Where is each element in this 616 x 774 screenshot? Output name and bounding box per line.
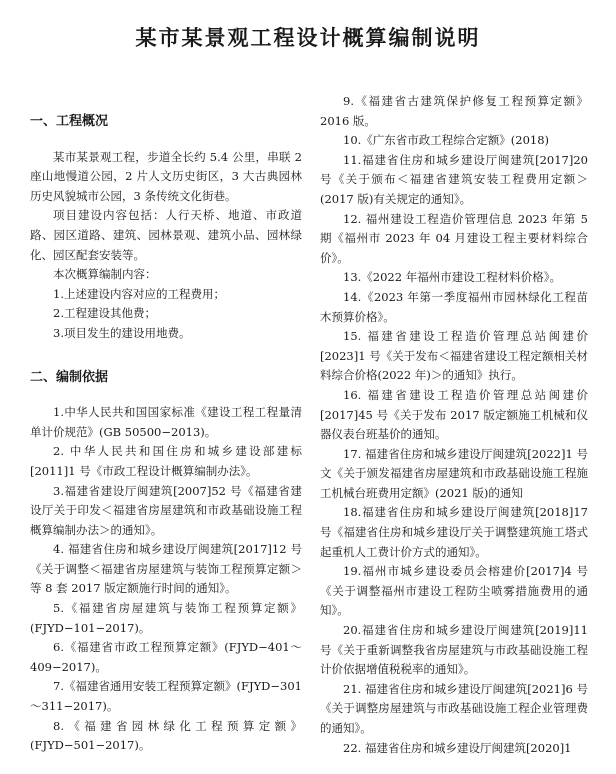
paragraph: 本次概算编制内容： — [53, 267, 157, 282]
list-item: 2.工程建设其他费； — [53, 306, 156, 321]
section-heading-overview: 一、工程概况 — [30, 114, 109, 129]
reference-item: 18.福建省住房和城乡建设厅闽建筑[2018]17 号《福建省住房和城乡建设厅关于调整建筑施工塔式起重机人工费计价方式的通知》。 — [320, 505, 588, 559]
reference-item: 22. 福建省住房和城乡建设厅闽建筑[2020]1 — [343, 740, 572, 755]
reference-item: 12. 福州建设工程造价管理信息 2023 年第 5 期《福州市 2023 年 04 月建设工程主要材料综合价》。 — [320, 211, 588, 265]
paragraph: 某市某景观工程，步道全长约 5.4 公里，串联 2 座山地慢道公园，2 片人文历史街区，3 大古典园林历史风貌城市公园，3 条传统文化街巷。 — [30, 149, 302, 203]
reference-item: 8.《福建省园林绿化工程预算定额》(FJYD−501−2017)。 — [30, 718, 302, 753]
reference-item: 1.中华人民共和国国家标准《建设工程工程量清单计价规范》(GB 50500−2013)。 — [30, 405, 302, 439]
reference-item: 6.《福建省市政工程预算定额》(FJYD−401～409−2017)。 — [30, 640, 302, 674]
paragraph: 项目建设内容包括：人行天桥、地道、市政道路、园区道路、建筑、园林景观、建筑小品、园林绿化、园区配套安装等。 — [30, 208, 302, 262]
page-title: 某市某景观工程设计概算编制说明 — [135, 26, 481, 50]
reference-item: 15. 福建省建设工程造价管理总站闽建价[2023]1 号《关于发布＜福建省建设工程定额相关材料综合价格(2022 年)＞的通知》执行。 — [320, 329, 588, 383]
reference-item: 19.福州市城乡建设委员会榕建价[2017]4 号《关于调整福州市建设工程防尘喷雾措施费用的通知》。 — [320, 564, 588, 618]
reference-item: 16. 福建省建设工程造价管理总站闽建价[2017]45 号《关于发布 2017 版定额施工机械和仪器仪表台班基价的通知。 — [320, 387, 588, 442]
left-column — [30, 112, 302, 756]
section-heading-basis: 二、编制依据 — [30, 369, 109, 385]
list-item: 3.项目发生的建设用地费。 — [53, 325, 191, 340]
reference-item: 5.《福建省房屋建筑与装饰工程预算定额》(FJYD−101−2017)。 — [30, 601, 302, 635]
reference-item: 21. 福建省住房和城乡建设厅闽建筑[2021]6 号《关于调整房屋建筑与市政基础设施工程企业管理费的通知》。 — [320, 681, 588, 735]
reference-item: 7.《福建省通用安装工程预算定额》(FJYD−301～311−2017)。 — [30, 679, 302, 714]
reference-item: 17. 福建省住房和城乡建设厅闽建筑[2022]1 号文《关于颁发福建省房屋建筑和市政基础设施工程施工机械台班费用定额》(2021 版)的通知 — [320, 446, 588, 500]
reference-item: 10.《广东省市政工程综合定额》(2018) — [343, 133, 550, 148]
reference-item: 13.《2022 年福州市建设工程材料价格》。 — [343, 270, 561, 285]
reference-item: 4. 福建省住房和城乡建设厅闽建筑[2017]12 号《关于调整＜福建省房屋建筑与装饰工程预算定额＞等 8 套 2017 版定额施行时间的通知》。 — [30, 542, 302, 596]
reference-item: 3.福建省建设厅闽建筑[2007]52 号《福建省建设厅关于印发＜福建省房屋建筑和市政基础设施工程概算编制办法＞的通知》。 — [30, 483, 302, 537]
reference-item: 2. 中华人民共和国住房和城乡建设部建标[2011]1 号《市政工程设计概算编制办法》。 — [30, 444, 302, 478]
reference-item: 20.福建省住房和城乡建设厅闽建筑[2019]11 号《关于重新调整我省房屋建筑与市政基础设施工程计价依据增值税税率的通知》。 — [320, 623, 588, 677]
reference-item: 9.《福建省古建筑保护修复工程预算定额》2016 版。 — [320, 94, 588, 128]
reference-item: 11.福建省住房和城乡建设厅闽建筑[2017]20 号《关于颁布＜福建省建筑安装工程费用定额＞(2017 版)有关规定的通知》。 — [320, 152, 588, 206]
right-column — [320, 92, 588, 758]
reference-item: 14.《2023 年第一季度福州市园林绿化工程苗木预算价格》。 — [320, 289, 588, 324]
list-item: 1.上述建设内容对应的工程费用； — [53, 286, 225, 301]
